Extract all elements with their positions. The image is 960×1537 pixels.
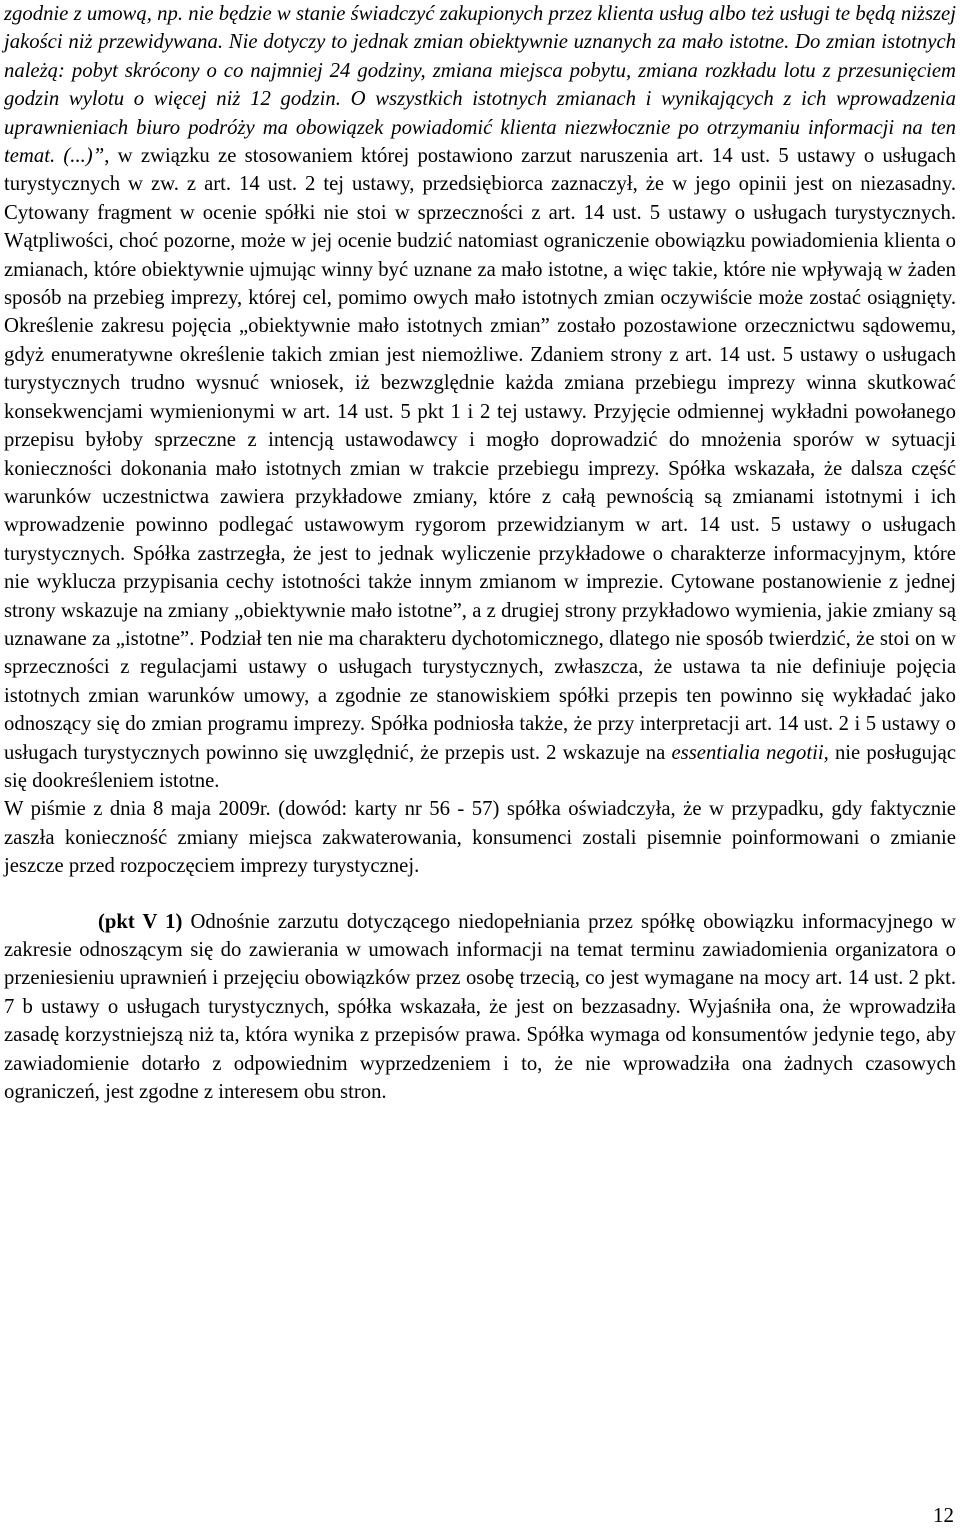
- paragraph-text-end: , nie posługując się dookreśleniem istotne.: [4, 741, 956, 792]
- paragraph-letter-statement: W piśmie z dnia 8 maja 2009r. (dowód: karty nr 56 - 57) spółka oświadczyła, że w przypadku, gdy faktycznie zaszła konieczność zmiany miejsca zakwaterowania, konsumenci zostali pisemnie poinformowani o zmianie jeszcze przed rozpoczęciem imprezy turystycznej.: [4, 798, 956, 878]
- latin-term: essentialia negotii: [671, 741, 824, 764]
- section-label: (pkt V 1): [98, 910, 183, 933]
- paragraph-text: Odnośnie zarzutu dotyczącego niedopełniania przez spółkę obowiązku informacyjnego w zakresie odnoszącym się do zawierania w umowach informacji na temat terminu zawiadomienia organizatora o przeniesieniu uprawnień i przejęciu obowiązków przez osobę trzecią, co jest wymagane na mocy art. 14 ust. 2 pkt. 7 b ustawy o usługach turystycznych, spółka wskazała, że jest on bezzasadny. Wyjaśniła ona, że wprowadziła zasadę korzystniejszą niż ta, która wynika z przepisów prawa. Spółka wymaga od konsumentów jedynie tego, aby zawiadomienie dotarło z odpowiednim wyprzedzeniem i to, że nie wprowadziła ona żadnych czasowych ograniczeń, jest zgodne z interesem obu stron.: [4, 910, 956, 1104]
- page-number: 12: [933, 1503, 954, 1527]
- document-page: [4, 0, 956, 1106]
- paragraph-quote-discussion: [4, 0, 956, 795]
- paragraph-text: , w związku ze stosowaniem której postawiono zarzut naruszenia art. 14 ust. 5 ustawy o usługach turystycznych w zw. z art. 14 ust. 2 tej ustawy, przedsiębiorca zaznaczył, że w jego opinii jest on niezasadny. Cytowany fragment w ocenie spółki nie stoi w sprzeczności z art. 14 ust. 5 ustawy o usługach turystycznych. Wątpliwości, choć pozorne, może w jej ocenie budzić natomiast ograniczenie obowiązku powiadomienia klienta o zmianach, które obiektywnie ujmując winny być uznane za mało istotne, a więc takie, które nie wpływają w żaden sposób na przebieg imprezy, której cel, pomimo owych mało istotnych zmian oczywiście może zostać osiągnięty. Określenie zakresu pojęcia „obiektywnie mało istotnych zmian” zostało pozostawione orzecznictwu sądowemu, gdyż enumeratywne określenie takich zmian jest niemożliwe. Zdaniem strony z art. 14 ust. 5 ustawy o usługach turystycznych trudno wysnuć wniosek, iż bezwzględnie każda zmiana przebiegu imprezy winna skutkować konsekwencjami wymienionymi w art. 14 ust. 5 pkt 1 i 2 tej ustawy. Przyjęcie odmiennej wykładni powołanego przepisu byłoby sprzeczne z intencją ustawodawcy i mogło doprowadzić do mnożenia sporów w sytuacji konieczności dokonania mało istotnych zmian w trakcie przebiegu imprezy. Spółka wskazała, że dalsza część warunków uczestnictwa zawiera przykładowe zmiany, które z całą pewnością są zmianami istotnymi i ich wprowadzenie powinno podlegać ustawowym rygorom przewidzianym w art. 14 ust. 5 ustawy o usługach turystycznych. Spółka zastrzegła, że jest to jednak wyliczenie przykładowe o charakterze informacyjnym, które nie wyklucza przypisania cechy istotności także innym zmianom w imprezie. Cytowane postanowienie z jednej strony wskazuje na zmiany „obiektywnie mało istotne”, a z drugiej strony przykładowo wymienia, jakie zmiany są uznawane za „istotne”. Podział ten nie ma charakteru dychotomicznego, dlatego nie sposób twierdzić, że stoi on w sprzeczności z regulacjami ustawy o usługach turystycznych, zwłaszcza, że ustawa ta nie definiuje pojęcia istotnych zmian warunków umowy, a zgodnie ze stanowiskiem spółki przepis ten powinno się wykładać jako odnoszący się do zmian programu imprezy. Spółka podniosła także, że przy interpretacji art. 14 ust. 2 i 5 ustawy o usługach turystycznych powinno się uwzględnić, że przepis ust. 2 wskazuje na: [4, 145, 956, 764]
- quoted-clause: zgodnie z umową, np. nie będzie w stanie świadczyć zakupionych przez klienta usług albo też usługi te będą niższej jakości niż przewidywana. Nie dotyczy to jednak zmian obiektywnie uznanych za mało istotne. Do zmian istotnych należą: pobyt skrócony o co najmniej 24 godziny, zmiana miejsca pobytu, zmiana rozkładu lotu z przesunięciem godzin wylotu o więcej niż 12 godzin. O wszystkich istotnych zmianach i wynikających z ich wprowadzenia uprawnieniach biuro podróży ma obowiązek powiadomić klienta niezwłocznie po otrzymaniu informacji na ten temat. (...)”: [4, 3, 956, 168]
- paragraph-pkt-v1: [4, 908, 956, 1107]
